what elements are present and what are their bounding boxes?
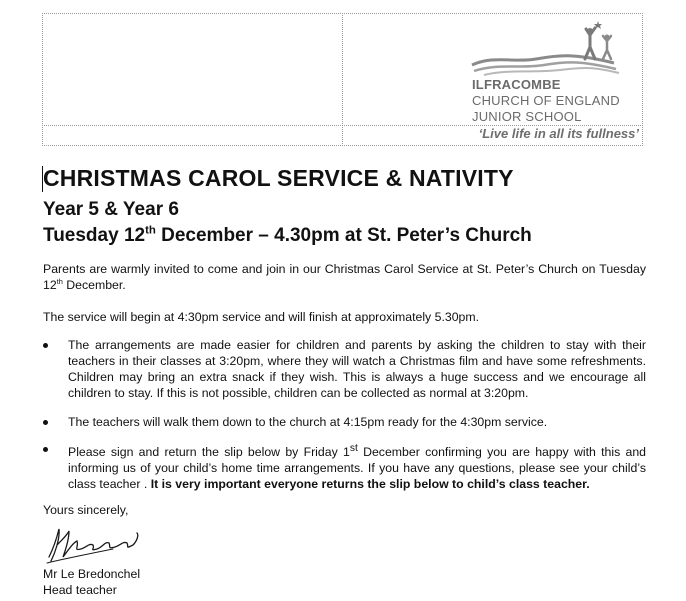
school-name xyxy=(472,77,620,125)
list-item-text: The arrangements are made easier for children and parents by asking the children to stay with their teachers in their classes at 3:20pm, where they will watch a Christmas film and have some refreshments. Children may bring an extra snack if they wish. This is always a huge success and we encourage all children to stay. If this is not possible, children can be collected as normal at 3:20pm. xyxy=(68,338,646,400)
intro-paragraph xyxy=(43,261,646,293)
list-item-text: The teachers will walk them down to the church at 4:15pm ready for the 4:30pm service. xyxy=(68,415,548,429)
school-logo-icon xyxy=(464,19,644,79)
school-name-line2: CHURCH OF ENGLAND xyxy=(472,93,620,108)
date-text: Tuesday 12 xyxy=(43,225,146,246)
bullet-icon xyxy=(43,447,48,452)
date-ordinal: th xyxy=(145,224,156,237)
handwritten-signature xyxy=(43,519,143,565)
school-logo xyxy=(464,19,644,129)
school-name-line1: ILFRACOMBE xyxy=(472,77,561,92)
letterhead-table xyxy=(42,13,643,146)
slip-text-mid: December confirming you are happy with this and informing us of your child’s home time arrangements. If you have any questions, please see your child’s class teacher . xyxy=(68,445,647,492)
document-subtitle-date xyxy=(43,225,532,247)
document-subtitle-year: Year 5 & Year 6 xyxy=(43,199,179,220)
bullet-icon xyxy=(43,343,48,348)
header-cell-bottom-left xyxy=(42,125,343,146)
school-motto: ‘Live life in all its fullness’ xyxy=(478,126,639,141)
slip-text: Please sign and return the slip below by Friday 1 xyxy=(68,445,350,460)
signer-name: Mr Le Bredonchel xyxy=(43,567,141,581)
bullet-icon xyxy=(43,420,48,425)
timing-paragraph: The service will begin at 4:30pm service and will finish at approximately 5.30pm. xyxy=(43,310,480,324)
slip-ordinal: st xyxy=(349,443,358,454)
document-title: CHRISTMAS CAROL SERVICE & NATIVITY xyxy=(43,165,514,191)
header-cell-left xyxy=(42,13,343,126)
intro-text-end: December. xyxy=(62,278,126,292)
school-name-line3: JUNIOR SCHOOL xyxy=(472,109,582,124)
signer-role: Head teacher xyxy=(43,583,117,597)
closing-salutation: Yours sincerely, xyxy=(43,503,129,517)
intro-text: Parents are warmly invited to come and join in our Christmas Carol Service at St. Peter’s Church on Tuesday 12 xyxy=(43,262,646,292)
list-item-text xyxy=(68,441,646,492)
slip-important-text: It is very important everyone returns the slip below to child’s class teacher. xyxy=(150,477,590,492)
intro-ordinal: th xyxy=(56,276,63,286)
date-venue-text: December – 4.30pm at St. Peter’s Church xyxy=(155,225,532,246)
